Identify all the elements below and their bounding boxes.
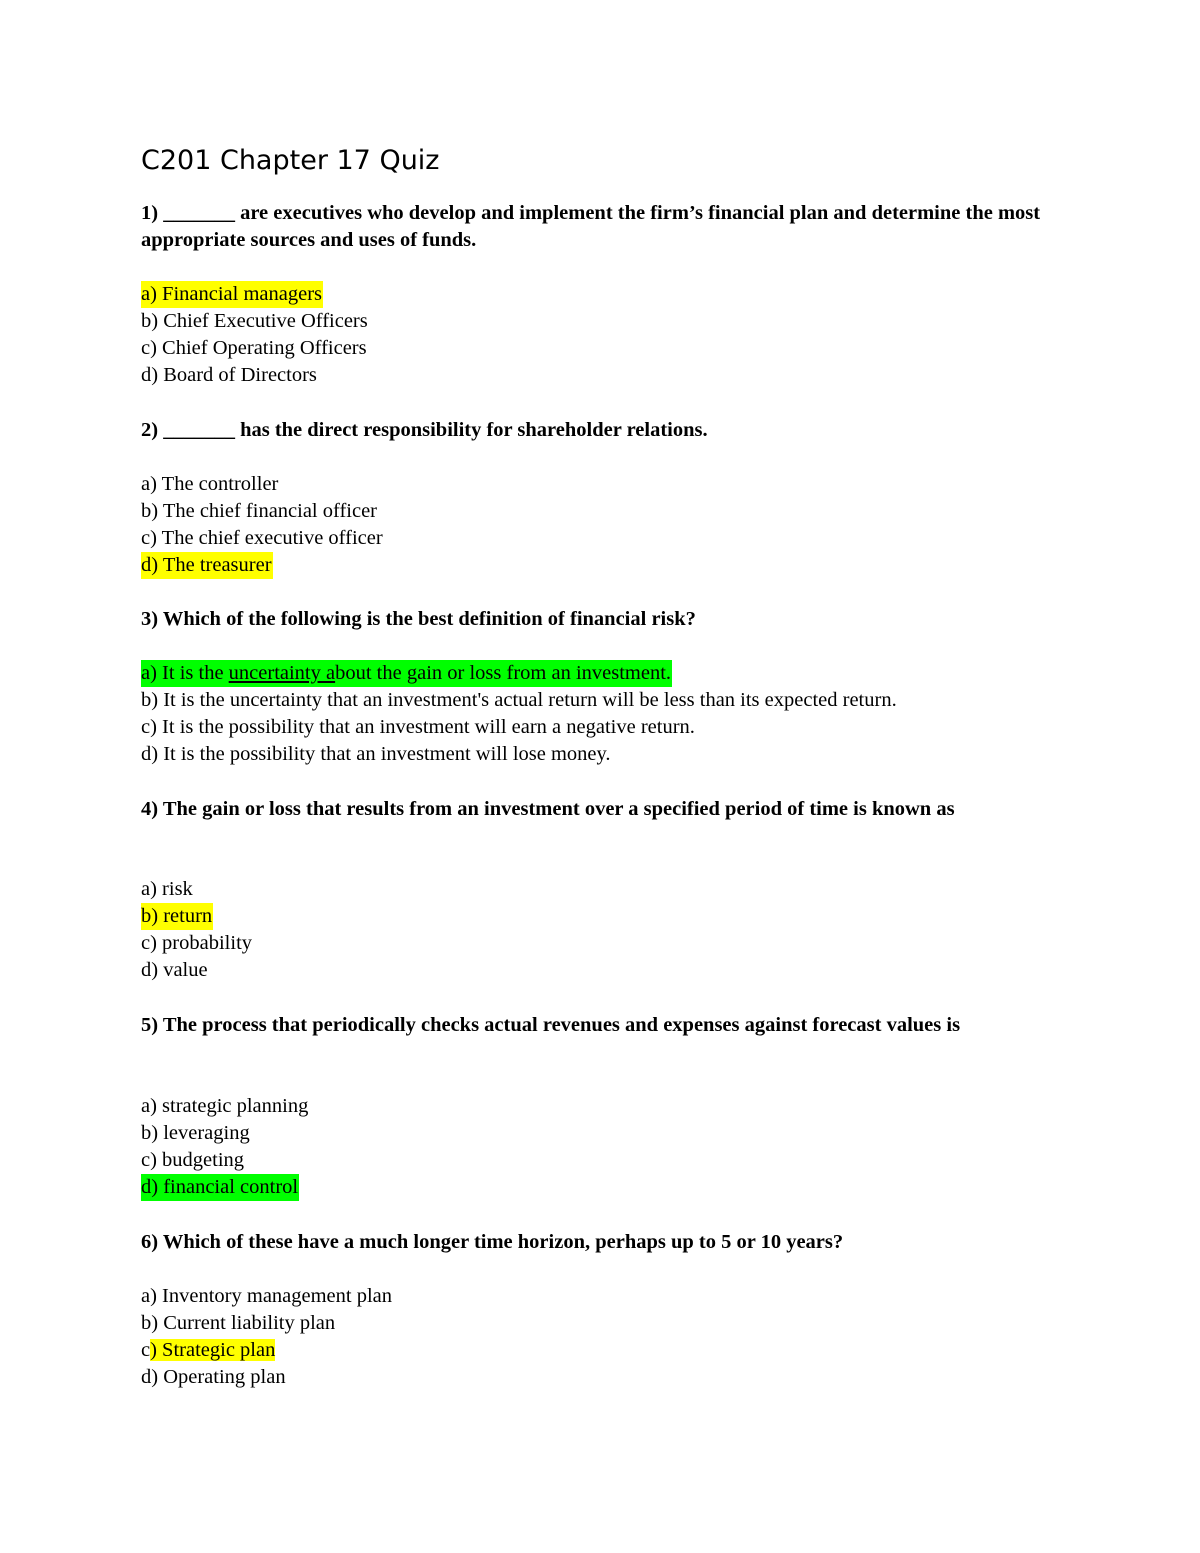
page-title: C201 Chapter 17 Quiz bbox=[141, 145, 440, 176]
question-text: Which of these have a much longer time horizon, perhaps up to 5 or 10 years? bbox=[162, 1231, 844, 1253]
question-6-option-b: b) Current liability plan bbox=[141, 1312, 336, 1334]
question-2-option-c: c) The chief executive officer bbox=[141, 527, 383, 549]
option-underlined: uncertainty a bbox=[228, 662, 336, 684]
question-2-option-b: b) The chief financial officer bbox=[141, 500, 378, 522]
question-text: The process that periodically checks actual revenues and expenses against forecast values is bbox=[162, 1014, 961, 1036]
question-5-option-b: b) leveraging bbox=[141, 1122, 250, 1144]
question-2-option-d: d) The treasurer bbox=[141, 552, 273, 579]
question-6-option-c bbox=[141, 1337, 275, 1364]
question-number: 6) bbox=[141, 1231, 159, 1253]
question-3-option-c: c) It is the possibility that an investment will earn a negative return. bbox=[141, 716, 695, 738]
question-4 bbox=[141, 796, 1071, 823]
question-4-option-c: c) probability bbox=[141, 932, 253, 954]
question-5 bbox=[141, 1012, 1071, 1039]
question-4-option-a: a) risk bbox=[141, 878, 193, 900]
option-prefix: a) It is the bbox=[141, 662, 229, 684]
question-6-option-d: d) Operating plan bbox=[141, 1366, 286, 1388]
question-4-option-d: d) value bbox=[141, 959, 208, 981]
question-1-option-b: b) Chief Executive Officers bbox=[141, 310, 368, 332]
question-number: 3) bbox=[141, 608, 159, 630]
question-1-option-c: c) Chief Operating Officers bbox=[141, 337, 367, 359]
question-6-option-a: a) Inventory management plan bbox=[141, 1285, 393, 1307]
question-text: Which of the following is the best definition of financial risk? bbox=[162, 608, 696, 630]
question-number: 1) bbox=[141, 202, 159, 224]
question-number: 4) bbox=[141, 798, 159, 820]
question-1-option-d: d) Board of Directors bbox=[141, 364, 317, 386]
question-4-option-b: b) return bbox=[141, 903, 213, 930]
question-text: _______ are executives who develop and implement the firm’s financial plan and determine the most appropriate sources and uses of funds. bbox=[141, 202, 1041, 251]
question-3 bbox=[141, 606, 1071, 633]
question-text: The gain or loss that results from an investment over a specified period of time is known as bbox=[162, 798, 955, 820]
question-5-option-a: a) strategic planning bbox=[141, 1095, 309, 1117]
question-text: _______ has the direct responsibility for shareholder relations. bbox=[163, 419, 708, 441]
question-3-option-d: d) It is the possibility that an investment will lose money. bbox=[141, 743, 611, 765]
question-6 bbox=[141, 1229, 1071, 1256]
option-suffix: bout the gain or loss from an investment. bbox=[335, 662, 672, 684]
question-1-option-a: a) Financial managers bbox=[141, 281, 323, 308]
option-highlighted-text: ) Strategic plan bbox=[150, 1339, 276, 1361]
question-1 bbox=[141, 200, 1071, 254]
question-number: 2) bbox=[141, 419, 159, 441]
question-5-option-c: c) budgeting bbox=[141, 1149, 245, 1171]
question-3-option-a bbox=[141, 660, 672, 687]
question-2-option-a: a) The controller bbox=[141, 473, 279, 495]
question-3-option-b: b) It is the uncertainty that an investment's actual return will be less than its expected return. bbox=[141, 689, 897, 711]
question-number: 5) bbox=[141, 1014, 159, 1036]
option-prefix: c bbox=[141, 1339, 151, 1361]
question-2 bbox=[141, 417, 1071, 444]
question-5-option-d: d) financial control bbox=[141, 1174, 299, 1201]
